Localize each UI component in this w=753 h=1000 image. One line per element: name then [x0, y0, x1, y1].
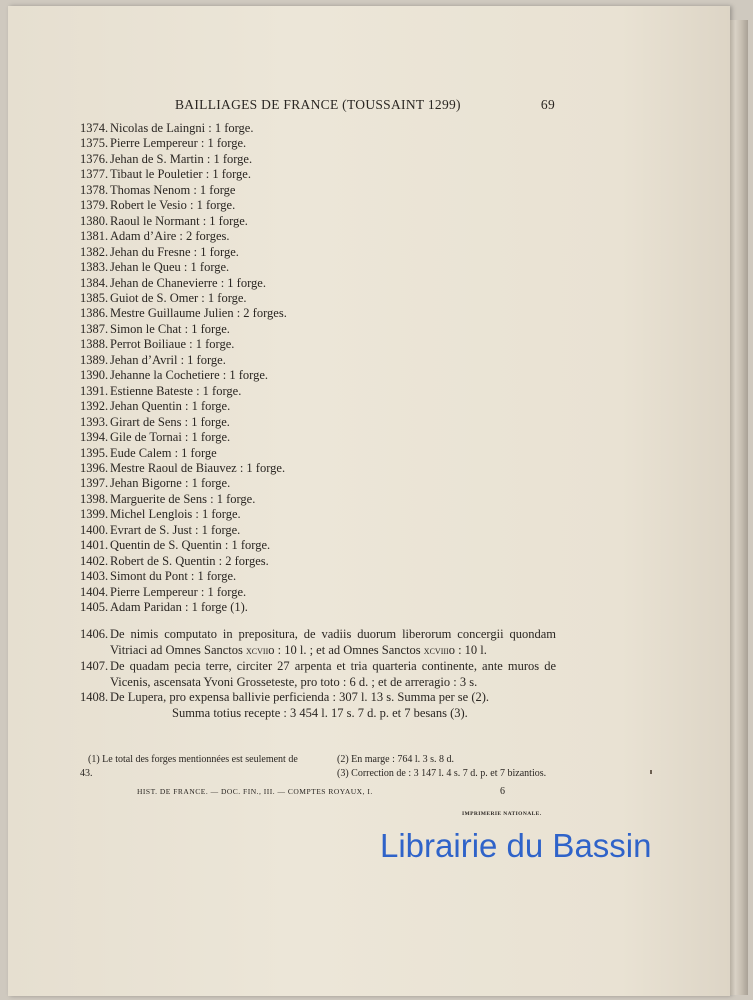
list-item: 1388. Perrot Boiliaue : 1 forge. [80, 337, 235, 352]
list-item: 1400. Evrart de S. Just : 1 forge. [80, 522, 241, 537]
signature-mark: 6 [500, 786, 506, 797]
list-item: 1385. Guiot de S. Omer : 1 forge. [80, 290, 247, 305]
watermark: Librairie du Bassin [380, 827, 652, 864]
list-item: 1384. Jehan de Chanevierre : 1 forge. [80, 275, 266, 290]
entry-1408: 1408. De Lupera, pro expensa ballivie perficienda : 307 l. 13 s. Summa per se (2). [80, 690, 490, 705]
list-item: 1375. Pierre Lempereur : 1 forge. [80, 136, 247, 151]
page-number: 69 [540, 97, 555, 112]
list-item: 1387. Simon le Chat : 1 forge. [80, 321, 230, 336]
running-head-title: BAILLIAGES DE FRANCE (TOUSSAINT 1299) [175, 97, 461, 112]
printer-name: IMPRIMERIE NATIONALE. [462, 811, 542, 817]
list-item: 1381. Adam d’Aire : 2 forges. [80, 229, 230, 244]
list-item: 1403. Simont du Pont : 1 forge. [80, 569, 237, 584]
paper-speck [650, 770, 652, 774]
list-item: 1379. Robert le Vesio : 1 forge. [80, 198, 236, 213]
list-item: 1383. Jehan le Queu : 1 forge. [80, 260, 230, 275]
list-item: 1378. Thomas Nenom : 1 forge [80, 182, 236, 197]
list-item: 1374. Nicolas de Laingni : 1 forge. [80, 121, 254, 135]
list-item: 1389. Jehan d’Avril : 1 forge. [80, 352, 226, 367]
entry-1407: 1407. De quadam pecia terre, circiter 27 arpenta et tria quarteria continente, ante muros de Vicenis, ascensata Yvoni Grosseteste, pro toto : 6 d. ; et de arreragio : 3 s. [80, 659, 556, 689]
list-item: 1376. Jehan de S. Martin : 1 forge. [80, 151, 253, 166]
list-item: 1396. Mestre Raoul de Biauvez : 1 forge. [80, 460, 286, 475]
list-item: 1398. Marguerite de Sens : 1 forge. [80, 491, 256, 506]
list-item: 1393. Girart de Sens : 1 forge. [80, 414, 230, 429]
footnote-3: (3) Correction de : 3 147 l. 4 s. 7 d. p. et 7 bizantios. [337, 767, 547, 779]
list-item: 1377. Tibaut le Pouletier : 1 forge. [80, 167, 251, 182]
entry-1406: 1406. De nimis computato in prepositura, de vadiis duorum liberorum concergii quondam Vitriaci ad Omnes Sanctos xcviio : 10 l. ; et ad Omnes Sanctos xcviiio : 10 l. [80, 627, 556, 657]
list-item: 1392. Jehan Quentin : 1 forge. [80, 399, 231, 414]
list-item: 1401. Quentin de S. Quentin : 1 forge. [80, 538, 271, 553]
list-item: 1386. Mestre Guillaume Julien : 2 forges. [80, 306, 287, 321]
list-item: 1405. Adam Paridan : 1 forge (1). [80, 600, 248, 615]
list-item: 1404. Pierre Lempereur : 1 forge. [80, 584, 247, 599]
summa-total: Summa totius recepte : 3 454 l. 17 s. 7 d. p. et 7 besans (3). [172, 705, 468, 720]
page-edge [730, 20, 748, 995]
list-item: 1402. Robert de S. Quentin : 2 forges. [80, 553, 269, 568]
list-item: 1395. Eude Calem : 1 forge [80, 445, 217, 460]
footnote-1: (1) Le total des forges mentionnées est seulement de 43. [80, 754, 298, 779]
list-item: 1382. Jehan du Fresne : 1 forge. [80, 244, 239, 259]
list-item: 1391. Estienne Bateste : 1 forge. [80, 383, 242, 398]
list-item: 1380. Raoul le Normant : 1 forge. [80, 213, 248, 228]
list-item: 1397. Jehan Bigorne : 1 forge. [80, 476, 231, 491]
list-item: 1394. Gile de Tornai : 1 forge. [80, 430, 231, 445]
footnotes-right [337, 753, 567, 780]
footnote-2: (2) En marge : 764 l. 3 s. 8 d. [337, 754, 455, 765]
list-item: 1399. Michel Lenglois : 1 forge. [80, 507, 241, 522]
forge-list [80, 121, 287, 616]
list-item: 1390. Jehanne la Cochetiere : 1 forge. [80, 368, 269, 383]
account-entries [80, 627, 556, 722]
imprint-text: HIST. DE FRANCE. — DOC. FIN., III. — COMPTES ROYAUX, I. [137, 787, 373, 796]
